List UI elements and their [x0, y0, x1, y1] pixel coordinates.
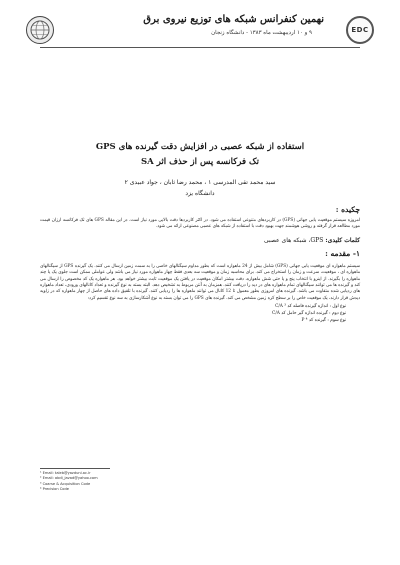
footnote: ² Email: abdi_javad@yahoo.com [40, 476, 98, 481]
abstract-text: امروزه سیستم موقعیت یابی جهانی (GPS) در کاربردهای متنوعی استفاده می شود. در اکثر کاربردها دقت بالایی مورد نیاز است. در این مقاله GPS های تک فرکانسه ارزان قیمت مورد مطالعه قرار گرفته و روشی هوشمند جهت بهبود دقت با استفاده از شبکه های عصبی مصنوعی ارائه می شود. [40, 218, 360, 230]
keywords-label: کلمات کلیدی: [325, 236, 360, 244]
title-block [40, 140, 360, 197]
footnote: ³ Coarse & Acquisition Code [40, 481, 91, 486]
list-item: نوع دوم : گیرنده اندازه گیر حامل کد C/A [272, 311, 346, 317]
affiliation: دانشگاه یزد [185, 190, 215, 197]
list-item: نوع سوم : گیرنده کد P ⁴ [301, 318, 346, 324]
conference-date-location: ۹ و ۱۰ اردیبهشت ماه ۱۳۸۳ - دانشگاه زنجان [211, 30, 312, 36]
header-divider [40, 47, 360, 48]
receiver-type-list [40, 303, 360, 324]
paper-title-line-1: استفاده از شبکه عصبی در افزایش دقت گیرنده های GPS [95, 142, 305, 152]
seal-text: EDC [351, 26, 369, 34]
keywords [40, 237, 360, 244]
footnotes [40, 468, 180, 492]
introduction-heading: ۱- مقدمه : [325, 248, 360, 258]
abstract-heading: چکیده : [335, 205, 360, 214]
paper-title-line-2: تک فرکانسه پس از حذف اثر SA [141, 157, 259, 167]
authors: سید محمد تقی المدرسی ۱ ، محمد رضا ثابان ، جواد عبیدی ۲ [124, 179, 276, 186]
network-globe-icon [29, 19, 51, 41]
conference-title: نهمین کنفرانس شبکه های توزیع نیروی برق [143, 14, 324, 25]
conference-logo-icon [26, 16, 54, 44]
edc-seal-icon [346, 16, 374, 44]
conference-header [40, 14, 369, 54]
introduction-text: سیستم ماهواره ای موقعیت یابی جهانی (GPS) شامل بیش از 24 ماهواره است که بطور مداوم سیگنالهای خاصی را به سمت زمین ارسال می کنند. یک گیرنده GPS از سیگنالهای ماهواره ای ، موقعیت، سرعت و زمان را استخراج می کند. برای محاسبه زمان و موقعیت سه بعدی فقط چهار ماهواره مورد نیاز می باشد ولی عواملی ممکن است جلوی یک یا چند ماهواره را بگیرند. از اینرو با انتخاب پنج و یا حتی شش ماهواره، دقت بیشتر امکان موقعیت در یافتن یک موقعیت ثابت بیشتر خواهد بود. هر ماهواره یک کد مخصوص را ارسال می کند و گیرنده ها می توانند سیگنالهای تمام ماهواره های در دید را دریافت کنند. همزمان به آنتن مربوط به تشخیص دهد. البته بسته به نوع گیرنده و تعداد کانالهای ورودی، تعداد ماهواره های ردیابی شده متفاوت می باشد. گیرنده های امروزی بطور معمول تا 12 کانال می توانند ماهواره ها را ردیابی کنند. گیرنده با تلفیق داده های حاصل از چهار ماهواره که در زاویه دیدش قرار دارند، یک موقعیت خاص را بر سطح کره زمین مشخص می کند. گیرنده های GPS را می توان بسته به نوع آشکارسازی به سه نوع تقسیم کرد: [40, 263, 360, 301]
footnote: ¹ Email: taleb@yazduni.ac.ir [40, 471, 91, 475]
footnote: ⁴ Precision Code [40, 486, 69, 491]
keywords-value: GPS، شبکه های عصبی [264, 236, 324, 244]
list-item: نوع اول : اندازه گیرنده فاصله کد C/A ³ [275, 304, 346, 310]
footnote-divider [40, 468, 110, 469]
